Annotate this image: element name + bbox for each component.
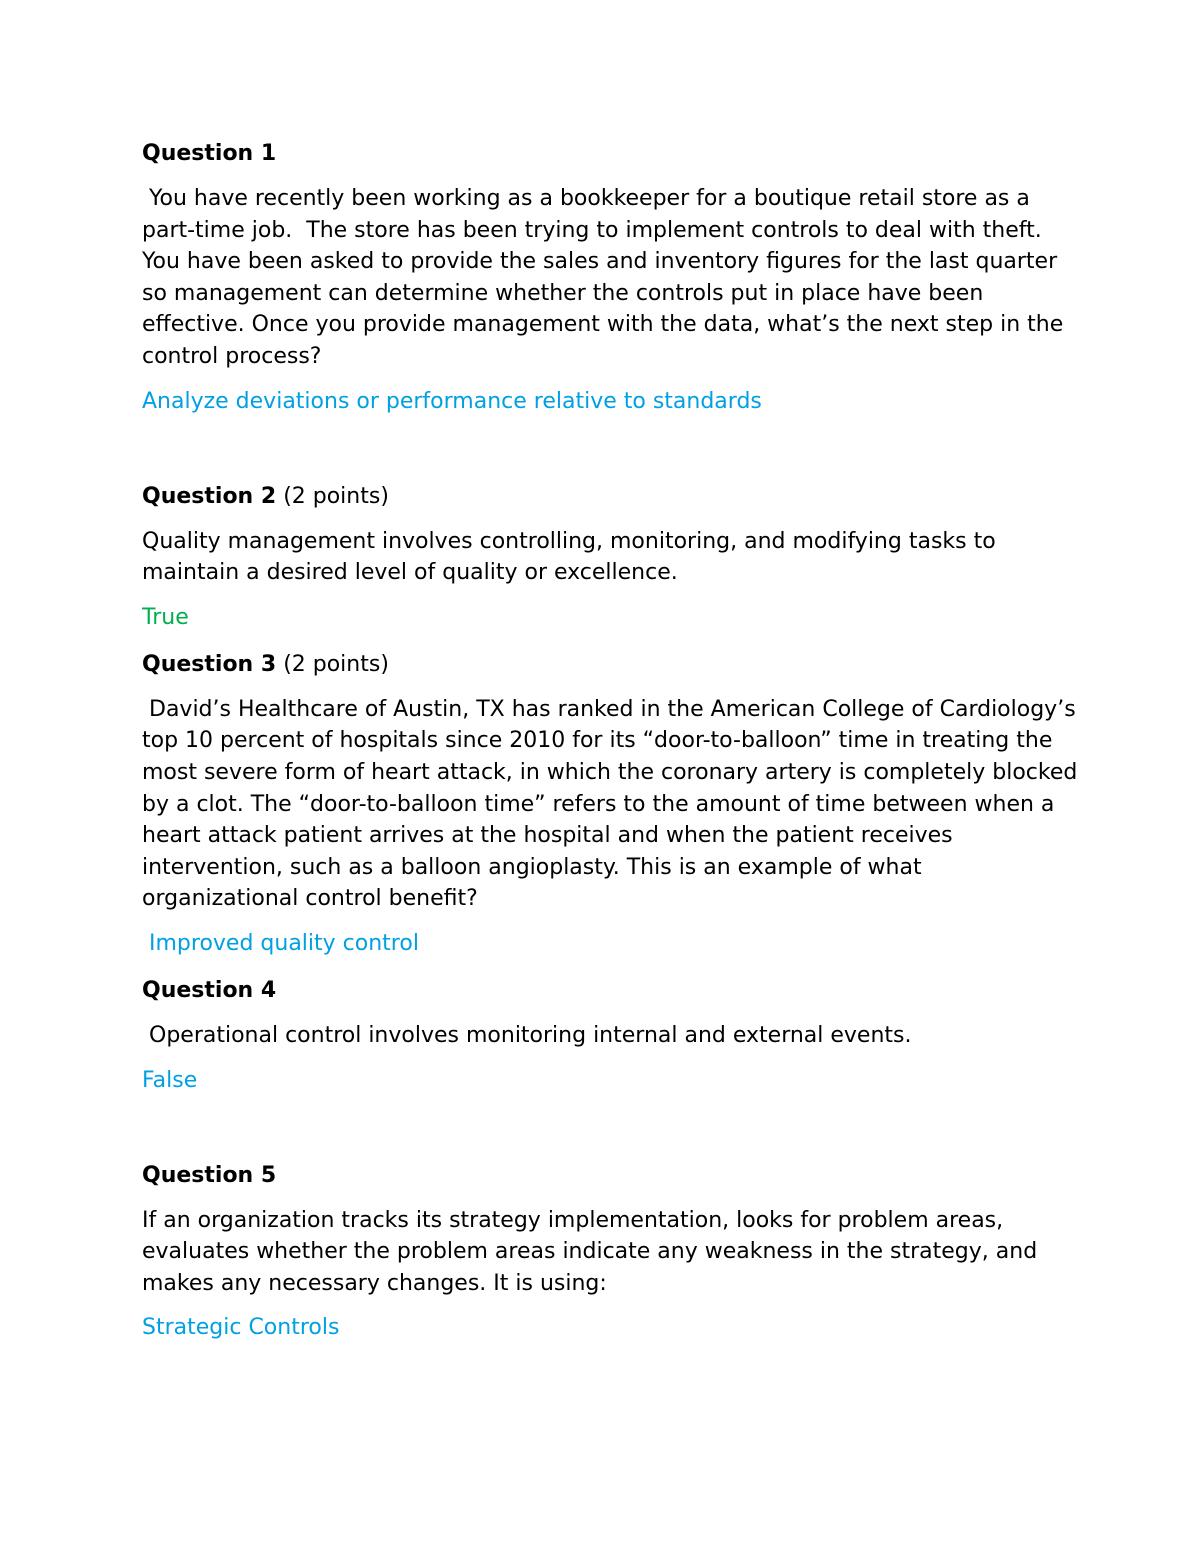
question-5-text: If an organization tracks its strategy implementation, looks for problem areas, evaluates whether the problem areas indicate any weakness in the strategy, and makes any necessary changes. It is using:	[142, 1207, 1045, 1296]
question-5-title: Question 5	[142, 1162, 277, 1188]
document-body	[142, 138, 1085, 1344]
question-4-answer: False	[142, 1067, 198, 1093]
question-1-text: You have recently been working as a bookkeeper for a boutique retail store as a part-time job. The store has been trying to implement controls to deal with theft. You have been asked to provide the sales and inventory figures for the last quarter so management can determine whether the controls put in place have been effective. Once you provide management with the data, what’s the next step in the control process?	[142, 186, 1071, 369]
question-5-answer: Strategic Controls	[142, 1315, 340, 1341]
question-2-text: Quality management involves controlling, monitoring, and modifying tasks to maintain a desired level of quality or excellence.	[142, 528, 1003, 586]
question-1-answer: Analyze deviations or performance relative to standards	[142, 388, 762, 414]
question-3-answer: Improved quality control	[142, 930, 419, 956]
question-2	[142, 481, 1082, 634]
question-3-title: Question 3 (2 points)	[142, 651, 389, 677]
question-3	[142, 649, 1085, 960]
question-1	[142, 138, 1082, 418]
question-4	[142, 975, 1082, 1097]
question-4-text: Operational control involves monitoring internal and external events.	[142, 1022, 912, 1048]
question-1-title: Question 1	[142, 141, 277, 166]
question-4-title: Question 4	[142, 977, 277, 1003]
question-3-text: David’s Healthcare of Austin, TX has ranked in the American College of Cardiology’s top 10 percent of hospitals since 2010 for its “door-to-balloon” time in treating the most severe form of heart attack, in which the coronary artery is completely blocked by a clot. The “door-to-balloon time” refers to the amount of time between when a heart attack patient arrives at the hospital and when the patient receives intervention, such as a balloon angioplasty. This is an example of what organizational control benefit?	[142, 696, 1085, 912]
question-3-points: (2 points)	[283, 651, 389, 677]
question-2-points: (2 points)	[283, 483, 389, 509]
question-2-answer: True	[142, 604, 189, 630]
question-2-title: Question 2 (2 points)	[142, 483, 389, 509]
question-5	[142, 1160, 1082, 1345]
